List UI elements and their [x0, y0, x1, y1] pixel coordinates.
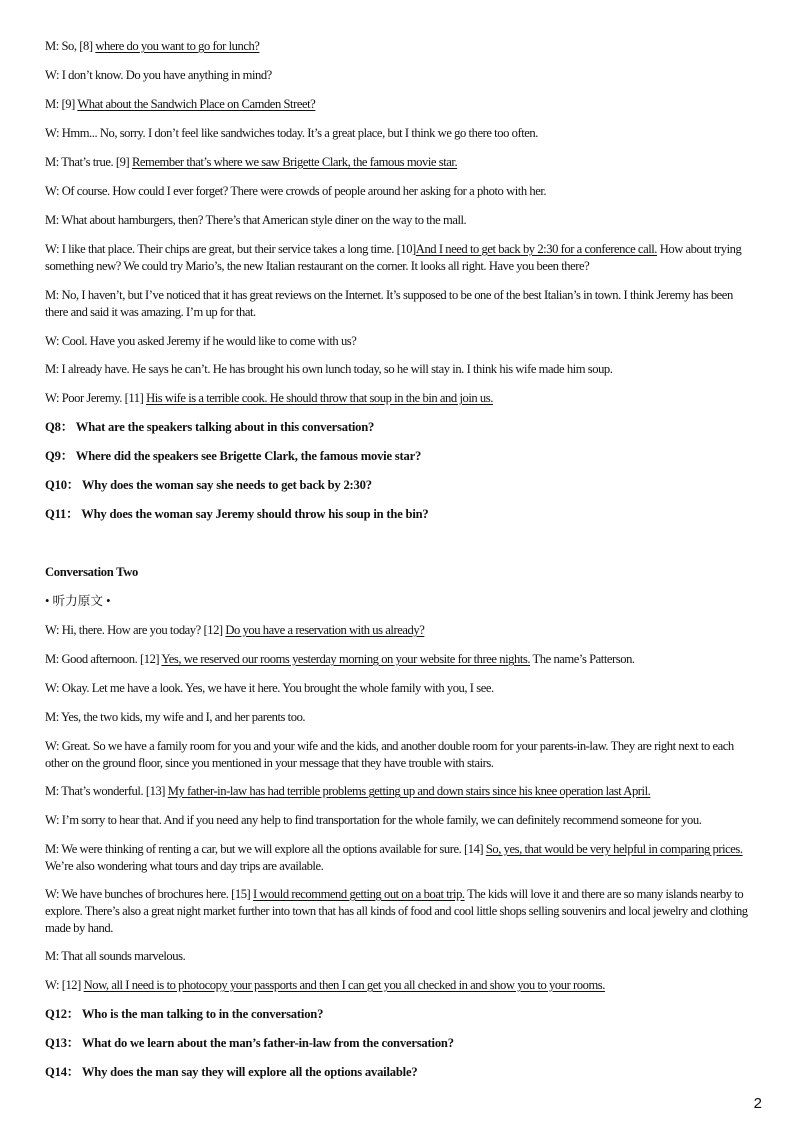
dialogue-line: W: [12] Now, all I need is to photocopy your passports and then I can get you all checked in and show you to your rooms. [45, 978, 605, 992]
dialogue-line: W: Okay. Let me have a look. Yes, we have it here. You brought the whole family with you, I see. [45, 681, 494, 695]
dialogue-line: W: Of course. How could I ever forget? There were crowds of people around her asking for a photo with her. [45, 184, 547, 198]
dialogue-line: M: That all sounds marvelous. [45, 949, 186, 963]
dialogue-line: M: That’s true. [9] Remember that’s where we saw Brigette Clark, the famous movie star. [45, 155, 458, 169]
question-q8: Q8： What are the speakers talking about in this conversation? [45, 420, 375, 434]
dialogue-line: M: That’s wonderful. [13] My father-in-law has had terrible problems getting up and down stairs since his knee operation last April. [45, 784, 651, 798]
dialogue-line: M: So, [8] where do you want to go for lunch? [45, 39, 260, 53]
section-heading: Conversation Two [45, 565, 139, 579]
dialogue-line: M: Yes, the two kids, my wife and I, and her parents too. [45, 710, 306, 724]
question-q14: Q14： Why does the man say they will explore all the options available? [45, 1065, 418, 1079]
dialogue-line: W: We have bunches of brochures here. [15] I would recommend getting out on a boat trip. The kids will love it and there are so many islands nearby to explore. There’s also a great night market further into town that has all kinds of food and cool little shops selling souvenirs and local jewelry and clothing made by hand. [45, 887, 748, 935]
question-q10: Q10： Why does the woman say she needs to get back by 2:30? [45, 478, 372, 492]
dialogue-line: M: [9] What about the Sandwich Place on Camden Street? [45, 97, 316, 111]
dialogue-line: M: What about hamburgers, then? There’s that American style diner on the way to the mall. [45, 213, 467, 227]
question-q13: Q13： What do we learn about the man’s father-in-law from the conversation? [45, 1036, 454, 1050]
question-q11: Q11： Why does the woman say Jeremy should throw his soup in the bin? [45, 507, 429, 521]
dialogue-line: W: Poor Jeremy. [11] His wife is a terrible cook. He should throw that soup in the bin and join us. [45, 391, 493, 405]
question-q9: Q9： Where did the speakers see Brigette Clark, the famous movie star? [45, 449, 422, 463]
page-number: 2 [753, 1095, 762, 1112]
dialogue-line: W: I don’t know. Do you have anything in mind? [45, 68, 272, 82]
dialogue-line: M: I already have. He says he can’t. He has brought his own lunch today, so he will stay in. I think his wife made him soup. [45, 362, 613, 376]
dialogue-line: W: I’m sorry to hear that. And if you need any help to find transportation for the whole family, we can definitely recommend someone for you. [45, 813, 702, 827]
dialogue-line: W: Cool. Have you asked Jeremy if he would like to come with us? [45, 334, 357, 348]
dialogue-line: W: Great. So we have a family room for you and your wife and the kids, and another double room for your parents-in-law. They are right next to each other on the ground floor, since you mentioned in your message that they have trouble with stairs. [45, 739, 734, 770]
question-q12: Q12： Who is the man talking to in the conversation? [45, 1007, 324, 1021]
dialogue-line: W: I like that place. Their chips are great, but their service takes a long time. [10]And I need to get back by 2:30 for a conference call. How about trying something new? We could try Mario’s, the new Italian restaurant on the corner. It looks all right. Have you been there? [45, 242, 742, 273]
dialogue-line: W: Hmm... No, sorry. I don’t feel like sandwiches today. It’s a great place, but I think we go there too often. [45, 126, 538, 140]
dialogue-line: M: Good afternoon. [12] Yes, we reserved our rooms yesterday morning on your website for three nights. The name’s Patterson. [45, 652, 635, 666]
section-subheading: • 听力原文 • [45, 594, 111, 608]
dialogue-line: M: No, I haven’t, but I’ve noticed that it has great reviews on the Internet. It’s supposed to be one of the best Italian’s in town. I think Jeremy has been there and said it was amazing. I’m up for that. [45, 288, 733, 319]
dialogue-line: M: We were thinking of renting a car, but we will explore all the options available for sure. [14] So, yes, that would be very helpful in comparing prices. We’re also wondering what tours and day trips are available. [45, 842, 743, 873]
dialogue-line: W: Hi, there. How are you today? [12] Do you have a reservation with us already? [45, 623, 425, 637]
